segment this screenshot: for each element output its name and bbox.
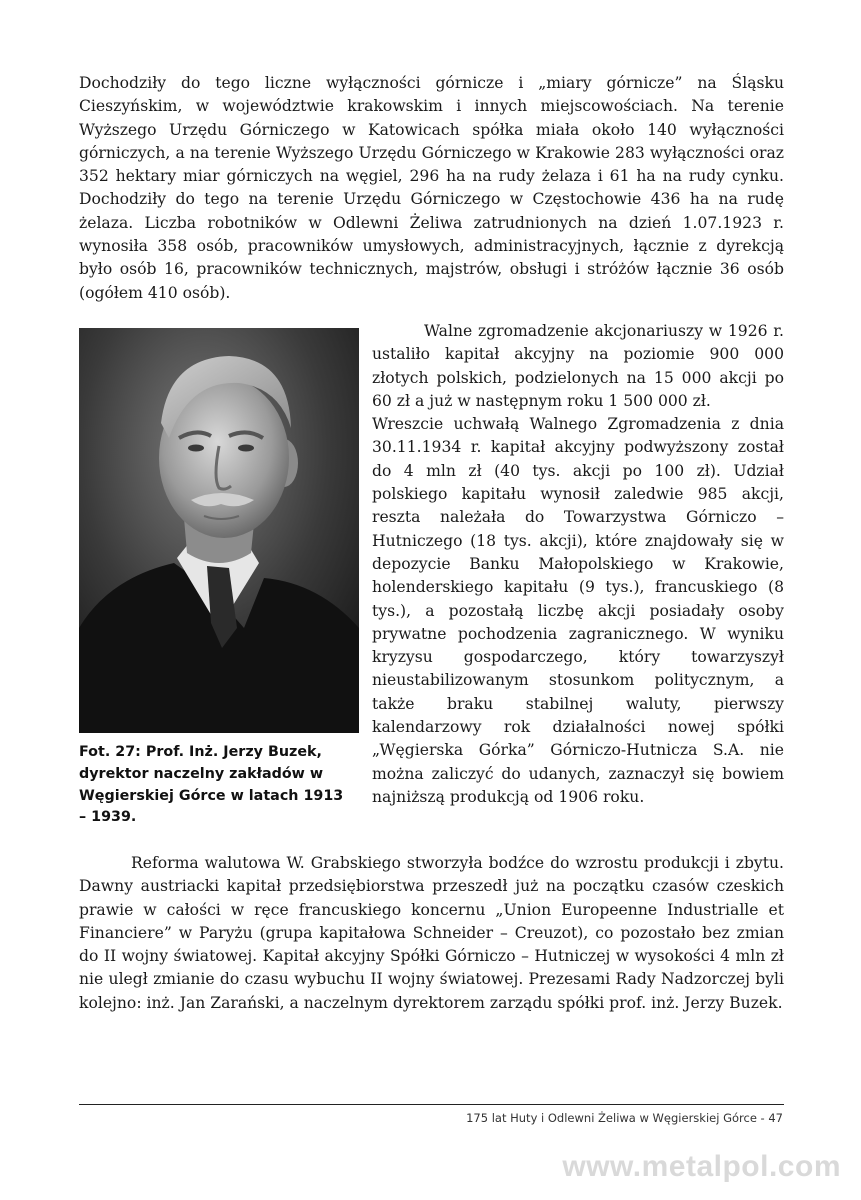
paragraph-2: Walne zgromadzenie akcjonariuszy w 1926 r. ustaliło kapitał akcyjny na poziomie 900 000 złotych polskich, podzielonych na 15 000 akcji po 60 zł a już w następnym roku 1 500 000 zł. [372,322,784,410]
footer-divider [79,1104,784,1105]
right-column [372,320,784,809]
footer-running-title: 175 lat Huty i Odlewni Żeliwa w Węgierskiej Górce - 47 [466,1111,783,1125]
watermark: www.metalpol.com [562,1150,841,1183]
paragraph-1: Dochodziły do tego liczne wyłączności górnicze i „miary górnicze” na Śląsku Cieszyńskim, w województwie krakowskim i innych miejscowościach. Na terenie Wyższego Urzędu Górniczego w Katowicach spółka miała około 140 wyłączności górniczych, a na terenie Wyższego Urzędu Górniczego w Krakowie 283 wyłączności oraz 352 hektary miar górniczych na węgiel, 296 ha na rudy żelaza i 61 ha na rudy cynku. Dochodziły do tego na terenie Urzędu Górniczego w Częstochowie 436 ha na rudę żelaza. Liczba robotników w Odlewni Żeliwa zatrudnionych na dzień 1.07.1923 r. wynosiła 358 osób, pracowników umysłowych, administracyjnych, łącznie z dyrekcją było osób 16, pracowników technicznych, majstrów, obsługi i stróżów łącznie 36 osób (ogółem 410 osób). [79,74,784,302]
portrait-photo [79,328,359,733]
portrait-illustration [79,328,359,733]
paragraph-3: Wreszcie uchwałą Walnego Zgromadzenia z dnia 30.11.1934 r. kapitał akcyjny podwyższony został do 4 mln zł (40 tys. akcji po 100 zł). Udział polskiego kapitału wynosił zaledwie 985 akcji, reszta należała do Towarzystwa Górniczo – Hutniczego (18 tys. akcji), które znajdowały się w depozycie Banku Małopolskiego w Krakowie, holenderskiego kapitału (9 tys.), francuskiego (8 tys.), a pozostałą liczbę akcji posiadały osoby prywatne pochodzenia zagranicznego. W wyniku kryzysu gospodarczego, który towarzyszył nieustabilizowanym stosunkom politycznym, a także braku stabilnej waluty, pierwszy kalendarzowy rok działalności nowej spółki „Węgierska Górka” Górniczo-Hutnicza S.A. nie można zaliczyć do udanych, zaznaczył się bowiem najniższą produkcją od 1906 roku. [372,415,784,806]
paragraph-4: Reforma walutowa W. Grabskiego stworzyła bodźce do wzrostu produkcji i zbytu. Dawny austriacki kapitał przedsiębiorstwa przeszedł już na początku czasów czeskich prawie w całości w ręce francuskiego koncernu „Union Europeenne Industrialle et Financiere” w Paryżu (grupa kapitałowa Schneider – Creuzot), co pozostało bez zmian do II wojny światowej. Kapitał akcyjny Spółki Górniczo – Hutniczej w wysokości 4 mln zł nie uległ zmianie do czasu wybuchu II wojny światowej. Prezesami Rady Nadzorczej byli kolejno: inż. Jan Zarański, a naczelnym dyrektorem zarządu spółki prof. inż. Jerzy Buzek. [79,854,784,1012]
figure-caption: Fot. 27: Prof. Inż. Jerzy Buzek, dyrektor naczelny zakładów w Węgierskiej Górce w latach 1913 – 1939. [79,744,344,826]
